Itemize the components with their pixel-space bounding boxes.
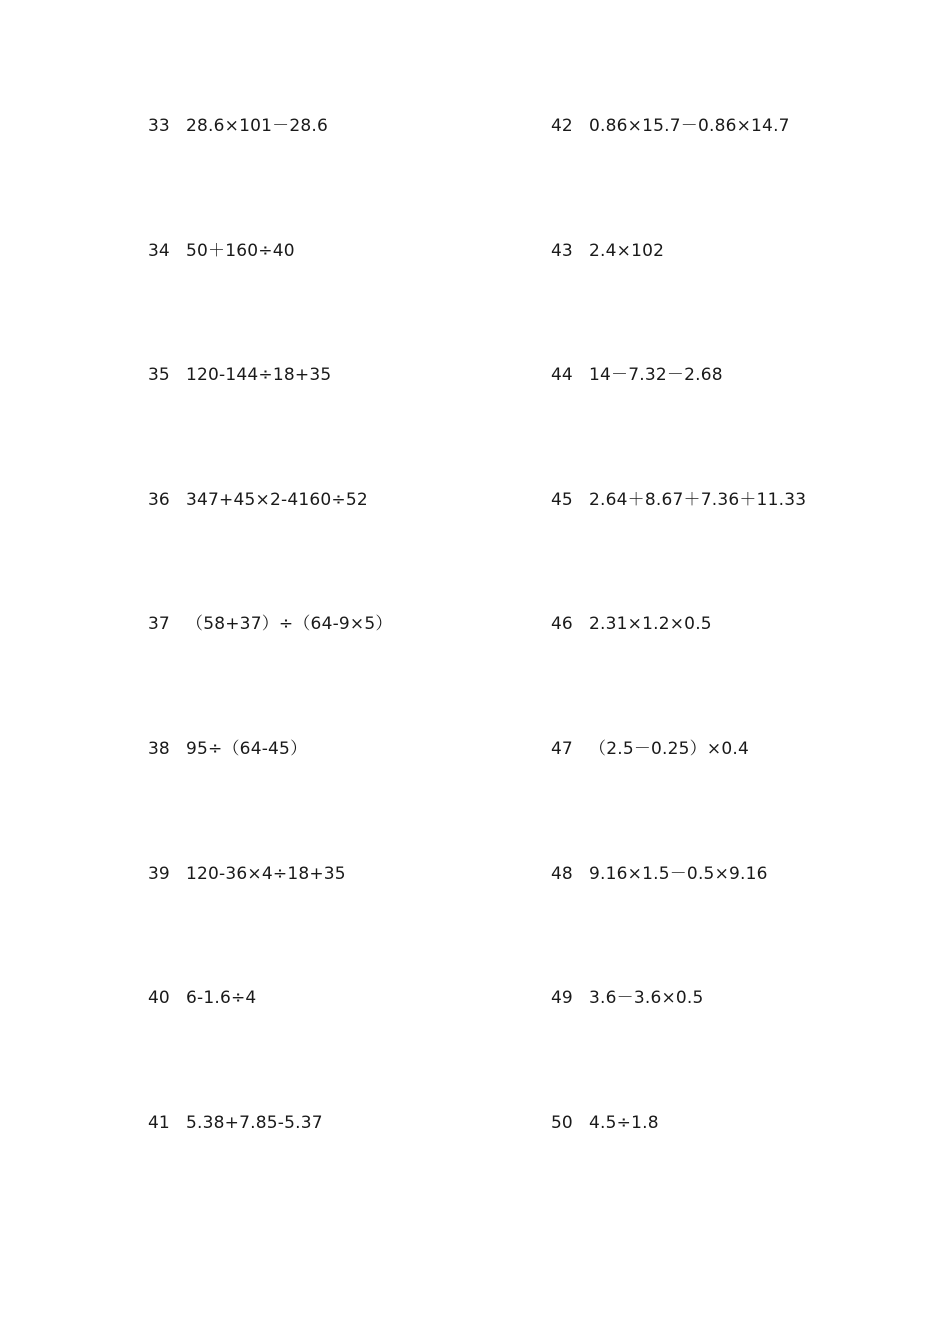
problem-item	[551, 611, 950, 736]
problem-item	[551, 861, 950, 986]
problem-number: 44	[551, 365, 573, 386]
problem-number: 48	[551, 863, 573, 884]
right-problem-column	[551, 113, 950, 1234]
problem-expression: 28.6×101－28.6	[186, 116, 328, 136]
problem-expression: 5.38+7.85-5.37	[186, 1112, 323, 1133]
problem-expression: （58+37）÷（64-9×5）	[186, 614, 393, 635]
problem-item	[148, 113, 548, 238]
problem-expression: 6-1.6÷4	[186, 988, 257, 1009]
problem-item	[551, 736, 950, 861]
problem-item	[551, 985, 950, 1110]
problem-item	[148, 362, 548, 487]
problem-number: 36	[148, 489, 170, 510]
problem-expression: 3.6－3.6×0.5	[589, 988, 704, 1009]
problem-number: 46	[551, 614, 573, 635]
problem-number: 47	[551, 738, 573, 759]
problem-expression: 2.64＋8.67＋7.36＋11.33	[589, 489, 807, 510]
problem-item	[148, 861, 548, 986]
problem-expression: 4.5÷1.8	[589, 1112, 659, 1133]
problem-expression: 50＋160÷40	[186, 240, 295, 261]
problem-number: 50	[551, 1112, 573, 1133]
problem-number: 34	[148, 240, 170, 261]
problem-item	[551, 113, 950, 238]
problem-item	[551, 1110, 950, 1235]
problem-expression: 2.31×1.2×0.5	[589, 614, 712, 635]
problem-expression: 9.16×1.5－0.5×9.16	[589, 863, 768, 884]
problem-item	[148, 238, 548, 363]
problem-number: 35	[148, 365, 170, 386]
problem-number: 41	[148, 1112, 170, 1133]
problem-expression: （2.5－0.25）×0.4	[589, 738, 749, 759]
problem-number: 37	[148, 614, 170, 635]
problem-number: 38	[148, 738, 170, 759]
problem-item	[148, 611, 548, 736]
problem-number: 39	[148, 863, 170, 884]
problem-expression: 2.4×102	[589, 240, 665, 261]
problem-number: 45	[551, 489, 573, 510]
problem-item	[551, 362, 950, 487]
problem-item	[148, 1110, 548, 1235]
left-problem-column	[148, 113, 548, 1234]
problem-expression: 347+45×2-4160÷52	[186, 489, 368, 510]
problem-number: 43	[551, 240, 573, 261]
problem-number: 33	[148, 116, 170, 136]
problem-item	[148, 985, 548, 1110]
problem-expression: 120-36×4÷18+35	[186, 863, 346, 884]
problem-expression: 120-144÷18+35	[186, 365, 332, 386]
problem-item	[551, 238, 950, 363]
problem-item	[148, 487, 548, 612]
problem-number: 40	[148, 988, 170, 1009]
problem-expression: 95÷（64-45）	[186, 738, 308, 759]
problem-expression: 0.86×15.7－0.86×14.7	[589, 116, 790, 136]
problem-item	[551, 487, 950, 612]
problem-number: 49	[551, 988, 573, 1009]
problem-number: 42	[551, 116, 573, 136]
problem-expression: 14－7.32－2.68	[589, 365, 723, 386]
problem-item	[148, 736, 548, 861]
